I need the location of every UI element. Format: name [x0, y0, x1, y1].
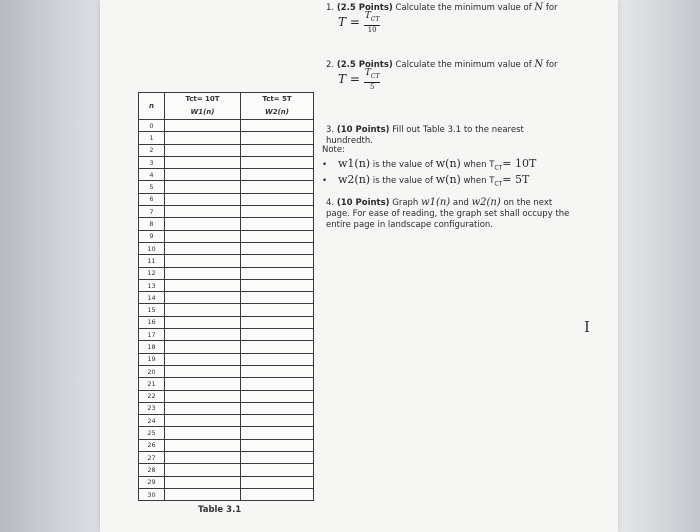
row-n-cell: 23 [139, 402, 165, 414]
w2-cell[interactable] [241, 464, 314, 476]
question-2-points: (2.5 Points) [336, 60, 393, 70]
row-n-cell: 20 [139, 365, 165, 377]
w1-cell[interactable] [165, 353, 241, 365]
table-row [139, 169, 314, 181]
table-row [139, 427, 314, 439]
w1-cell[interactable] [165, 181, 241, 193]
w2-cell[interactable] [241, 427, 314, 439]
table-row [139, 402, 314, 414]
table-row [139, 464, 314, 476]
table-row [139, 341, 314, 353]
question-4-text2: and [450, 198, 472, 208]
w1-cell[interactable] [165, 390, 241, 402]
w1-cell[interactable] [165, 292, 241, 304]
row-n-cell: 22 [139, 390, 165, 402]
row-n-cell: 28 [139, 464, 165, 476]
w1-cell[interactable] [165, 144, 241, 156]
row-n-cell: 11 [139, 255, 165, 267]
w2-cell[interactable] [241, 341, 314, 353]
w1-cell[interactable] [165, 169, 241, 181]
table-row [139, 439, 314, 451]
question-3-text: Fill out Table 3.1 to the nearest hundredth. [326, 125, 524, 146]
w1-cell[interactable] [165, 218, 241, 230]
table-row [139, 304, 314, 316]
question-3-points: (10 Points) [336, 125, 390, 135]
formula-2-lhs: T = [338, 72, 360, 87]
w2-cell[interactable] [241, 353, 314, 365]
header-n: n [139, 93, 165, 120]
question-4-text3: on the next page. For ease of reading, the graph set shall occupy the entire page in landscape configuration. [326, 198, 570, 230]
row-n-cell: 27 [139, 452, 165, 464]
table-3-1 [138, 92, 314, 501]
row-n-cell: 26 [139, 439, 165, 451]
table-row [139, 144, 314, 156]
row-n-cell: 12 [139, 267, 165, 279]
row-n-cell: 14 [139, 292, 165, 304]
formula-1-denominator: 10 [367, 25, 377, 34]
row-n-cell: 25 [139, 427, 165, 439]
w1-cell[interactable] [165, 415, 241, 427]
bullet-dot: • [322, 176, 328, 186]
text-cursor-icon: I [584, 318, 590, 336]
w2-cell[interactable] [241, 316, 314, 328]
row-n-cell: 16 [139, 316, 165, 328]
bullet-w1-value: = 10T [502, 157, 537, 170]
formula-2 [338, 68, 380, 91]
question-3 [326, 125, 566, 147]
question-1-tail: for [543, 3, 558, 13]
formula-2-denominator: 5 [369, 82, 375, 91]
w1-cell[interactable] [165, 156, 241, 168]
table-header-bottom [139, 106, 314, 120]
table-caption: Table 3.1 [198, 505, 242, 515]
w1-cell[interactable] [165, 329, 241, 341]
table-row [139, 415, 314, 427]
row-n-cell: 5 [139, 181, 165, 193]
w2-cell[interactable] [241, 439, 314, 451]
bullet-w1-term: w1(n) [338, 157, 371, 170]
w2-cell[interactable] [241, 206, 314, 218]
question-2-number: 2. [326, 60, 335, 70]
header-w1-bottom: W1(n) [165, 106, 241, 120]
table-row [139, 218, 314, 230]
w2-cell[interactable] [241, 415, 314, 427]
question-4-text1: Graph [389, 198, 422, 208]
w1-cell[interactable] [165, 464, 241, 476]
row-n-cell: 6 [139, 193, 165, 205]
table-row [139, 488, 314, 500]
w2-cell[interactable] [241, 488, 314, 500]
w2-cell[interactable] [241, 181, 314, 193]
w1-cell[interactable] [165, 242, 241, 254]
w2-cell[interactable] [241, 452, 314, 464]
row-n-cell: 4 [139, 169, 165, 181]
w2-cell[interactable] [241, 402, 314, 414]
w1-cell[interactable] [165, 316, 241, 328]
question-4-points: (10 Points) [336, 198, 390, 208]
w1-cell[interactable] [165, 427, 241, 439]
row-n-cell: 15 [139, 304, 165, 316]
background-left [0, 0, 100, 532]
question-2-text: Calculate the minimum value of [392, 60, 535, 70]
row-n-cell: 17 [139, 329, 165, 341]
bullet-w2-sub: CT [494, 180, 503, 188]
table-row [139, 230, 314, 242]
question-3-number: 3. [326, 125, 335, 135]
bullet-w1-wn: w(n) [435, 157, 461, 170]
w2-cell[interactable] [241, 193, 314, 205]
table-row [139, 242, 314, 254]
table-row [139, 255, 314, 267]
formula-1-numerator-sub: CT [370, 15, 380, 23]
header-w2-top: Tct= 5T [241, 93, 314, 107]
table-row [139, 132, 314, 144]
w1-cell[interactable] [165, 206, 241, 218]
bullet-w1-sub: CT [494, 164, 503, 172]
w1-cell[interactable] [165, 402, 241, 414]
w1-cell[interactable] [165, 304, 241, 316]
background-right [618, 0, 700, 532]
question-2-var: N [534, 59, 544, 70]
w1-cell[interactable] [165, 267, 241, 279]
question-1-points: (2.5 Points) [336, 3, 393, 13]
formula-1-fraction [364, 11, 381, 34]
table-row [139, 181, 314, 193]
table-row [139, 292, 314, 304]
w2-cell[interactable] [241, 230, 314, 242]
row-n-cell: 19 [139, 353, 165, 365]
w1-cell[interactable] [165, 488, 241, 500]
w2-cell[interactable] [241, 304, 314, 316]
note-label: Note: [322, 145, 345, 155]
bullet-w2-value: = 5T [502, 173, 530, 186]
w1-cell[interactable] [165, 279, 241, 291]
table-row [139, 206, 314, 218]
row-n-cell: 9 [139, 230, 165, 242]
row-n-cell: 13 [139, 279, 165, 291]
w1-cell[interactable] [165, 452, 241, 464]
w2-cell[interactable] [241, 476, 314, 488]
row-n-cell: 2 [139, 144, 165, 156]
w2-cell[interactable] [241, 329, 314, 341]
row-n-cell: 8 [139, 218, 165, 230]
table-body [139, 120, 314, 501]
w1-cell[interactable] [165, 378, 241, 390]
table-row [139, 267, 314, 279]
w1-cell[interactable] [165, 132, 241, 144]
question-1-number: 1. [326, 3, 335, 13]
w1-cell[interactable] [165, 365, 241, 377]
formula-1-numerator: T [364, 11, 371, 21]
table-row [139, 316, 314, 328]
row-n-cell: 7 [139, 206, 165, 218]
w2-cell[interactable] [241, 292, 314, 304]
table-row [139, 452, 314, 464]
w2-cell[interactable] [241, 156, 314, 168]
w2-cell[interactable] [241, 120, 314, 132]
w1-cell[interactable] [165, 476, 241, 488]
question-1-var: N [534, 2, 544, 13]
row-n-cell: 3 [139, 156, 165, 168]
bullet-w2-when: when T [460, 176, 495, 186]
row-n-cell: 0 [139, 120, 165, 132]
table-row [139, 279, 314, 291]
w2-cell[interactable] [241, 255, 314, 267]
w2-cell[interactable] [241, 218, 314, 230]
w1-cell[interactable] [165, 255, 241, 267]
bullet-w2-wn: w(n) [435, 173, 461, 186]
table-row [139, 365, 314, 377]
table-row [139, 353, 314, 365]
bullet-w2 [322, 173, 529, 188]
row-n-cell: 1 [139, 132, 165, 144]
formula-2-numerator: T [364, 68, 371, 78]
table-header-top [139, 93, 314, 107]
header-w2-bottom: W2(n) [241, 106, 314, 120]
formula-2-numerator-sub: CT [370, 72, 380, 80]
w2-cell[interactable] [241, 390, 314, 402]
question-4 [326, 197, 576, 231]
w2-cell[interactable] [241, 132, 314, 144]
bullet-w1 [322, 157, 536, 172]
table-row [139, 120, 314, 132]
bullet-w2-text: is the value of [370, 176, 436, 186]
bullet-w2-term: w2(n) [338, 173, 371, 186]
row-n-cell: 18 [139, 341, 165, 353]
table-row [139, 378, 314, 390]
question-4-number: 4. [326, 198, 335, 208]
question-4-w1: w1(n) [421, 197, 451, 208]
bullet-dot: • [322, 160, 328, 170]
row-n-cell: 10 [139, 242, 165, 254]
w2-cell[interactable] [241, 267, 314, 279]
w2-cell[interactable] [241, 279, 314, 291]
w1-cell[interactable] [165, 193, 241, 205]
table-row [139, 193, 314, 205]
w1-cell[interactable] [165, 230, 241, 242]
question-4-w2: w2(n) [471, 197, 501, 208]
formula-1 [338, 11, 380, 34]
header-w1-top: Tct= 10T [165, 93, 241, 107]
table-row [139, 329, 314, 341]
table-row [139, 390, 314, 402]
formula-1-lhs: T = [338, 15, 360, 30]
w2-cell[interactable] [241, 169, 314, 181]
question-1-text: Calculate the minimum value of [392, 3, 535, 13]
question-2-tail: for [543, 60, 558, 70]
row-n-cell: 29 [139, 476, 165, 488]
formula-2-fraction [364, 68, 381, 91]
w2-cell[interactable] [241, 365, 314, 377]
bullet-w1-when: when T [460, 160, 495, 170]
bullet-w1-text: is the value of [370, 160, 436, 170]
table-row [139, 156, 314, 168]
row-n-cell: 30 [139, 488, 165, 500]
w1-cell[interactable] [165, 439, 241, 451]
w2-cell[interactable] [241, 378, 314, 390]
w1-cell[interactable] [165, 120, 241, 132]
table-row [139, 476, 314, 488]
w2-cell[interactable] [241, 242, 314, 254]
w2-cell[interactable] [241, 144, 314, 156]
row-n-cell: 24 [139, 415, 165, 427]
row-n-cell: 21 [139, 378, 165, 390]
w1-cell[interactable] [165, 341, 241, 353]
